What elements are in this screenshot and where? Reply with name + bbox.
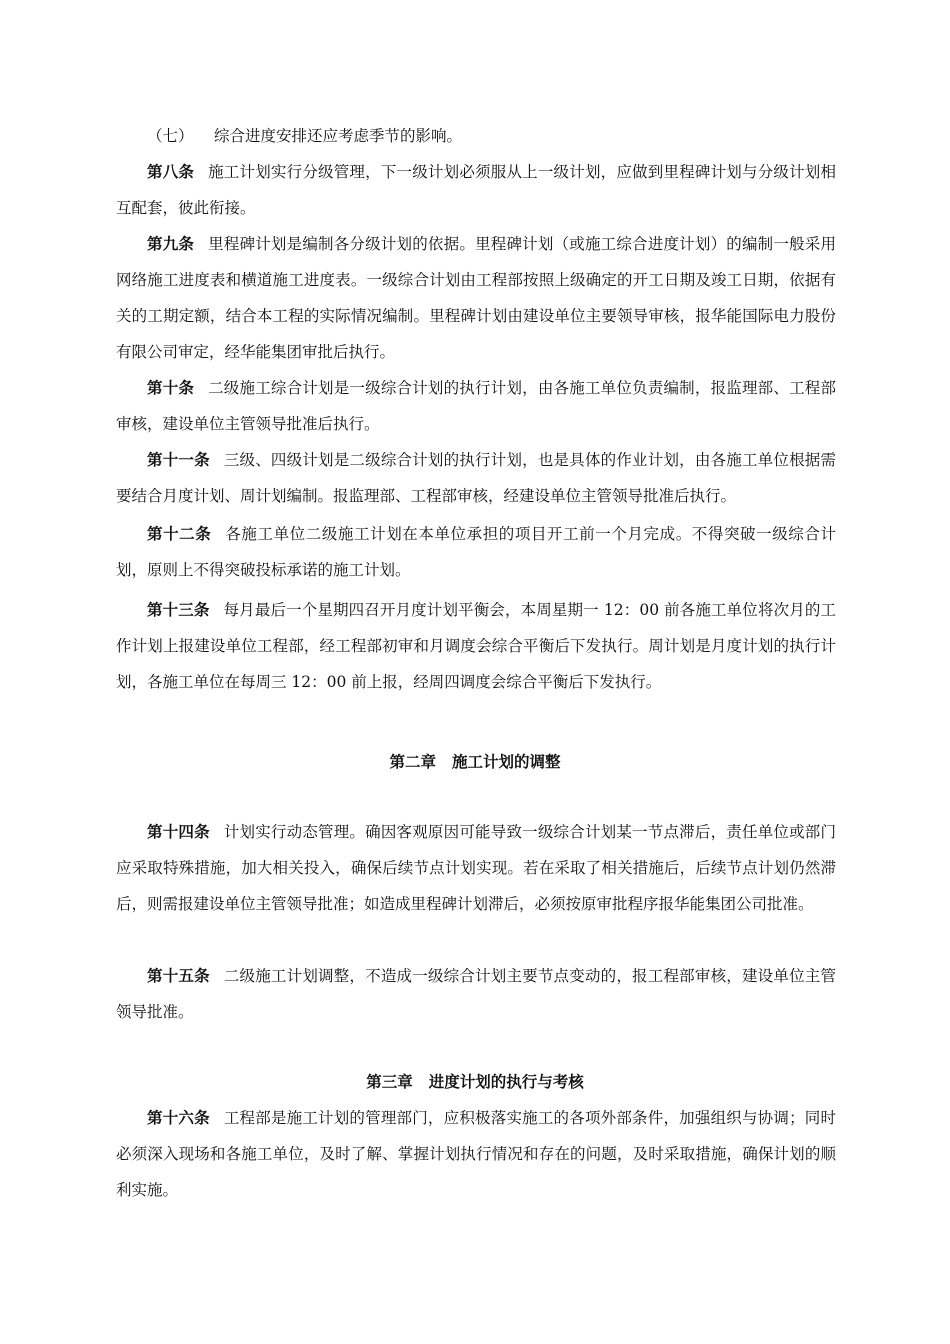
item-marker: （七） (147, 127, 194, 145)
article-15 (116, 958, 836, 1030)
article-label: 第十六条 (147, 1108, 210, 1127)
chapter-2-heading (0, 744, 950, 780)
chapter-3-heading (0, 1064, 950, 1100)
article-label: 第十五条 (147, 966, 210, 985)
article-text: 三级、四级计划是二级综合计划的执行计划，也是具体的作业计划，由各施工单位根据需要结合月度计划、周计划编制。报监理部、工程部审核，经建设单位主管领导批准后执行。 (116, 451, 836, 505)
article-text: 工程部是施工计划的管理部门，应积极落实施工的各项外部条件，加强组织与协调；同时必须深入现场和各施工单位，及时了解、掌握计划执行情况和存在的问题，及时采取措施，确保计划的顺利实施。 (116, 1109, 836, 1199)
article-text: 二级施工计划调整，不造成一级综合计划主要节点变动的，报工程部审核，建设单位主管领导批准。 (116, 967, 836, 1021)
article-text: 各施工单位二级施工计划在本单位承担的项目开工前一个月完成。不得突破一级综合计划，原则上不得突破投标承诺的施工计划。 (116, 525, 836, 579)
article-12 (116, 516, 836, 588)
article-16 (116, 1100, 836, 1208)
article-text: 二级施工综合计划是一级综合计划的执行计划，由各施工单位负责编制，报监理部、工程部审核，建设单位主管领导批准后执行。 (116, 379, 836, 433)
chapter-number: 第二章 (389, 752, 436, 771)
item-seven (147, 118, 462, 154)
article-text: 每月最后一个星期四召开月度计划平衡会，本周星期一 12：00 前各施工单位将次月的工作计划上报建设单位工程部，经工程部初审和月调度会综合平衡后下发执行。周计划是月度计划的执行计划，各施工单位在每周三 12：00 前上报，经周四调度会综合平衡后下发执行。 (116, 601, 836, 691)
article-text: 里程碑计划是编制各分级计划的依据。里程碑计划（或施工综合进度计划）的编制一般采用网络施工进度表和横道施工进度表。一级综合计划由工程部按照上级确定的开工日期及竣工日期，依据有关的工期定额，结合本工程的实际情况编制。里程碑计划由建设单位主要领导审核，报华能国际电力股份有限公司审定，经华能集团审批后执行。 (116, 235, 836, 361)
article-label: 第十一条 (147, 450, 210, 469)
article-label: 第十三条 (147, 600, 210, 619)
article-label: 第十四条 (147, 822, 210, 841)
article-11 (116, 442, 836, 514)
article-9 (116, 226, 836, 370)
article-8 (116, 154, 836, 226)
article-text: 施工计划实行分级管理，下一级计划必须服从上一级计划，应做到里程碑计划与分级计划相互配套，彼此衔接。 (116, 163, 836, 217)
chapter-number: 第三章 (366, 1072, 413, 1091)
article-label: 第九条 (147, 234, 195, 253)
article-label: 第八条 (147, 162, 195, 181)
item-text: 综合进度安排还应考虑季节的影响。 (214, 127, 463, 145)
article-14 (116, 814, 836, 922)
article-10 (116, 370, 836, 442)
article-label: 第十二条 (147, 524, 212, 543)
article-13 (116, 592, 836, 700)
chapter-title: 进度计划的执行与考核 (428, 1072, 584, 1091)
article-label: 第十条 (147, 378, 195, 397)
article-text: 计划实行动态管理。确因客观原因可能导致一级综合计划某一节点滞后，责任单位或部门应采取特殊措施，加大相关投入，确保后续节点计划实现。若在采取了相关措施后，后续节点计划仍然滞后，则需报建设单位主管领导批准；如造成里程碑计划滞后，必须按原审批程序报华能集团公司批准。 (116, 823, 836, 913)
chapter-title: 施工计划的调整 (452, 752, 561, 771)
